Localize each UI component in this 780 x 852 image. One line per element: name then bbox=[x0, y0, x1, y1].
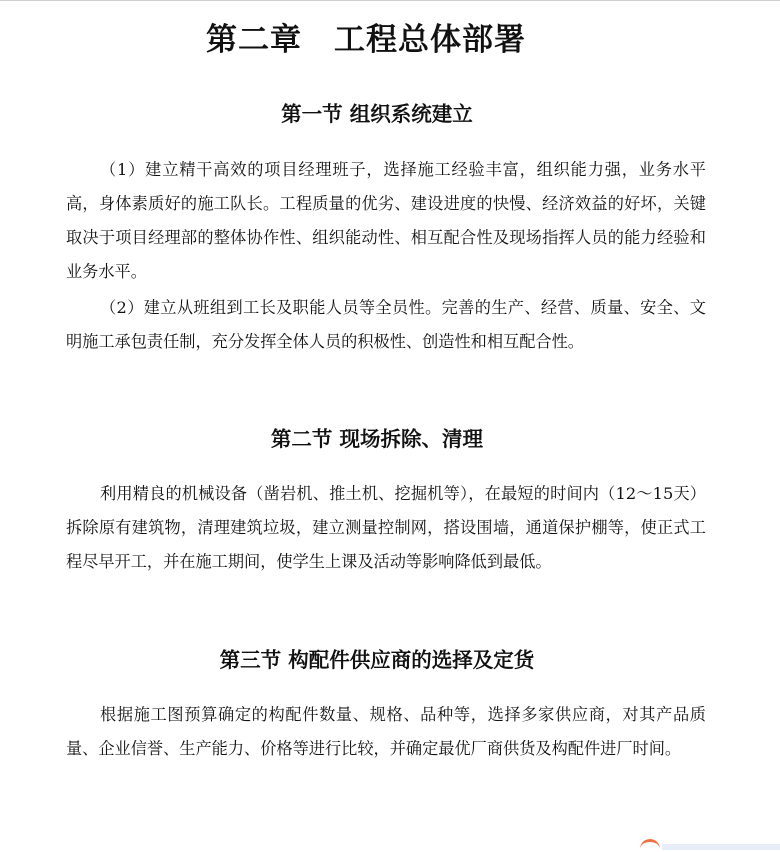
paragraph: 根据施工图预算确定的构配件数量、规格、品种等，选择多家供应商，对其产品质量、企业信誉、生产能力、价格等进行比较，并确定最优厂商供货及构配件进厂时间。 bbox=[66, 705, 706, 758]
section-title: 第二节 现场拆除、清理 bbox=[270, 427, 484, 451]
paragraph: 利用精良的机械设备（凿岩机、推土机、挖掘机等），在最短的时间内（12～15天）拆除原有建筑物，清理建筑垃圾，建立测量控制网，搭设围墙，通道保护棚等，使正式工程尽早开工，并在施工期间，使学生上课及活动等影响降低到最低。 bbox=[66, 484, 706, 571]
chapter-title: 第二章 工程总体部署 bbox=[206, 22, 526, 58]
corner-bar bbox=[662, 844, 780, 850]
section-title: 第三节 构配件供应商的选择及定货 bbox=[219, 648, 535, 672]
page-corner-decoration bbox=[640, 838, 780, 852]
paragraph: （1）建立精干高效的项目经理班子，选择施工经验丰富，组织能力强，业务水平高，身体素质好的施工队长。工程质量的优劣、建设进度的快慢、经济效益的好坏，关键取决于项目经理部的整体协作性、组织能动性、相互配合性及现场指挥人员的能力经验和业务水平。 bbox=[66, 160, 706, 281]
section-title: 第一节 组织系统建立 bbox=[281, 102, 473, 126]
swoosh-icon bbox=[640, 839, 660, 852]
page-top-border bbox=[0, 0, 780, 7]
paragraph: （2）建立从班组到工长及职能人员等全员性。完善的生产、经营、质量、安全、文明施工承包责任制，充分发挥全体人员的积极性、创造性和相互配合性。 bbox=[66, 298, 706, 351]
